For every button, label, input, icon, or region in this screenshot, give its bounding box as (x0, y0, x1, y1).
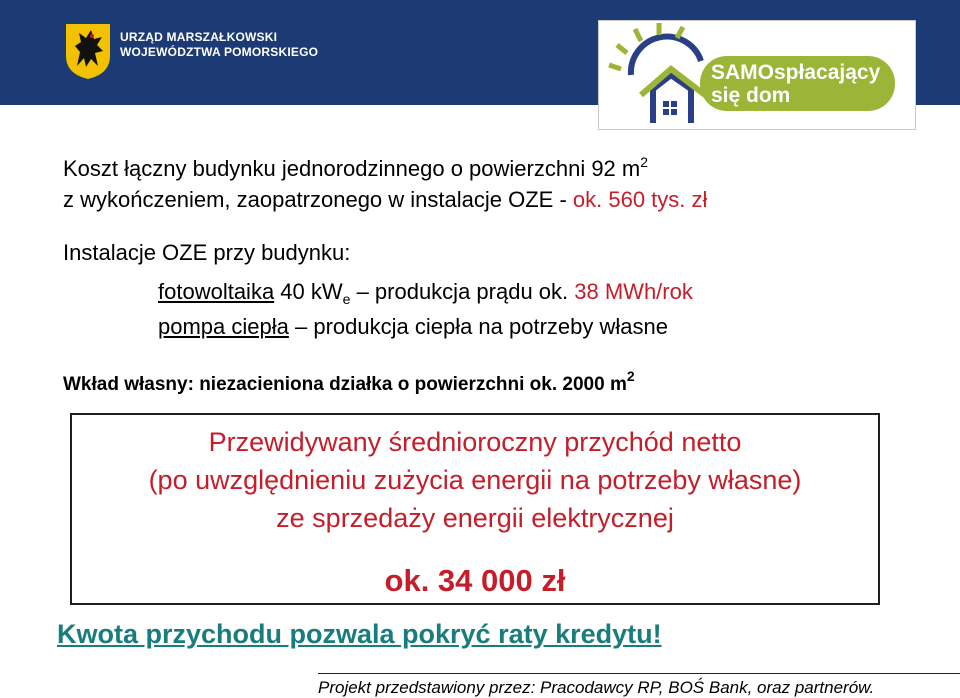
conclusion-text: Kwota przychodu pozwala pokryć raty kredytu! (57, 619, 662, 649)
cost-sup: 2 (640, 154, 649, 170)
income-box-line2: (po uwzględnieniu zużycia energii na potrzeby własne) (148, 465, 802, 495)
heat-pump-text: – produkcja ciepła na potrzeby własne (288, 314, 668, 339)
pv-label: fotowoltaika (158, 279, 275, 304)
income-box-line3: ze sprzedaży energii elektrycznej (276, 503, 674, 533)
income-value: ok. 34 000 zł (384, 563, 566, 598)
griffin-crest-icon (64, 22, 112, 80)
finish-text: z wykończeniem, zaopatrzonego w instalacje OZE - (63, 187, 573, 212)
pv-text: – produkcja prądu ok. (350, 279, 575, 304)
logo-line2: się dom (711, 84, 791, 107)
pv-sub: e (342, 291, 351, 307)
footer-divider (318, 673, 960, 674)
org-name (120, 30, 318, 60)
finish-line (63, 187, 707, 213)
org-name-line2: WOJEWÓDZTWA POMORSKIEGO (120, 45, 319, 59)
total-cost-value: ok. 560 tys. zł (572, 187, 708, 212)
heat-pump-label: pompa ciepła (158, 314, 289, 339)
heat-pump-line (158, 314, 668, 340)
pv-power: 40 kW (274, 279, 343, 304)
pv-line (158, 279, 693, 305)
solar-house-icon (601, 23, 711, 127)
footer-credits: Projekt przedstawiony przez: Pracodawcy RP, BOŚ Bank, oraz partnerów. (318, 678, 875, 697)
income-box-line1: Przewidywany średnioroczny przychód netto (208, 427, 742, 457)
samosplacajacy-logo (598, 20, 916, 130)
org-name-line1: URZĄD MARSZAŁKOWSKI (120, 30, 278, 44)
logo-text (711, 61, 880, 107)
logo-line1: SAMOspłacający (711, 61, 881, 84)
own-contribution-line (63, 368, 635, 396)
cost-line (63, 156, 648, 182)
cost-text: Koszt łączny budynku jednorodzinnego o powierzchni 92 m (63, 156, 641, 181)
pv-value: 38 MWh/rok (574, 279, 693, 304)
own-contribution-sup: 2 (626, 368, 635, 384)
own-contribution-text: Wkład własny: niezacieniona działka o powierzchni ok. 2000 m (63, 374, 627, 395)
income-box (70, 413, 880, 605)
installations-heading: Instalacje OZE przy budynku: (63, 240, 351, 265)
